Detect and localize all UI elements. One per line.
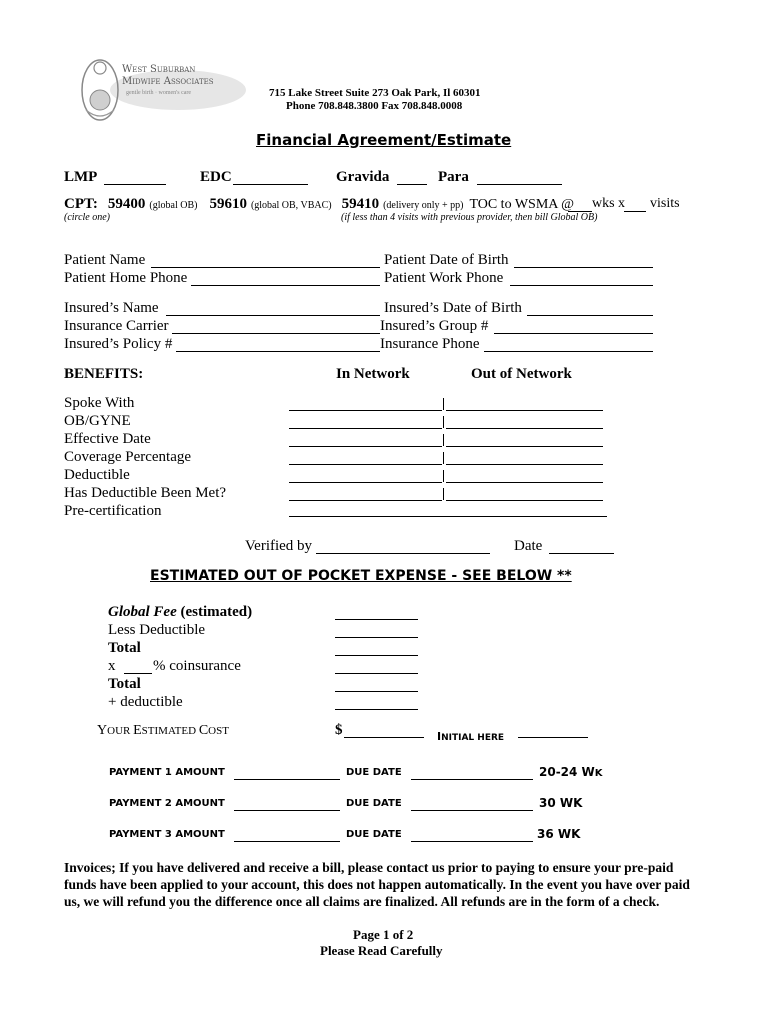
payment-2-due-label: DUE DATE (346, 798, 402, 809)
verified-by-field[interactable] (316, 539, 490, 554)
header-address: 715 Lake Street Suite 273 Oak Park, Il 60301 (269, 87, 481, 99)
midwife-logo-icon (78, 50, 248, 124)
page-number: Page 1 of 2 (353, 927, 414, 942)
benefit-row-label: Effective Date (64, 431, 151, 447)
insurance-carrier-label: Insurance Carrier (64, 318, 169, 334)
logo-line1: West Suburban (122, 64, 196, 75)
verified-date-field[interactable] (549, 539, 614, 554)
obgyne-in-network-field[interactable] (289, 414, 442, 429)
benefit-row-label: Has Deductible Been Met? (64, 485, 227, 501)
payment-2-amount-field[interactable] (234, 796, 340, 811)
coinsurance-field[interactable] (335, 659, 418, 674)
deductible-out-network-field[interactable] (446, 468, 603, 483)
effective-date-in-network-field[interactable] (289, 432, 442, 447)
column-divider (443, 434, 444, 446)
coinsurance-percent-field[interactable] (124, 659, 152, 674)
gravida-field[interactable] (397, 170, 427, 185)
cpt-code-59610-note: (global OB, VBAC) (250, 200, 332, 211)
cpt-code-59410[interactable]: 59410 (341, 196, 380, 212)
effective-date-out-network-field[interactable] (446, 432, 603, 447)
payment-3-due-label: DUE DATE (346, 829, 402, 840)
global-fee-field[interactable] (335, 605, 418, 620)
verified-by-label: Verified by (245, 538, 313, 554)
global-fee-title: Global Fee (108, 604, 177, 620)
wks-label: wks x (592, 196, 626, 211)
deductible-met-in-network-field[interactable] (289, 486, 442, 501)
deductible-in-network-field[interactable] (289, 468, 442, 483)
previous-provider-note: (if less than 4 visits with previous provider, then bill Global OB) (341, 212, 598, 223)
insured-policy-field[interactable] (176, 337, 380, 352)
your-estimated-cost-label: YOUR ESTIMATED COST (97, 723, 229, 738)
payment-3-amount-field[interactable] (234, 827, 340, 842)
deductible-met-out-network-field[interactable] (446, 486, 603, 501)
payment-1-due-field[interactable] (411, 765, 533, 780)
cpt-code-59610[interactable]: 59610 (209, 196, 247, 212)
payment-1-amount-field[interactable] (234, 765, 340, 780)
payment-1-due-label: DUE DATE (346, 767, 402, 778)
patient-work-phone-field[interactable] (510, 271, 653, 286)
obgyne-out-network-field[interactable] (446, 414, 603, 429)
verified-date-label: Date (514, 538, 543, 554)
patient-name-label: Patient Name (64, 252, 146, 268)
para-field[interactable] (477, 170, 562, 185)
benefit-row-label: Spoke With (64, 395, 135, 411)
payment-2-due-field[interactable] (411, 796, 533, 811)
benefit-row-label: OB/GYNE (64, 413, 131, 429)
insurance-carrier-field[interactable] (172, 319, 380, 334)
global-fee-estimated: (estimated) (180, 604, 253, 620)
logo (78, 50, 248, 124)
patient-dob-label: Patient Date of Birth (384, 252, 509, 268)
insured-group-field[interactable] (494, 319, 653, 334)
precertification-field[interactable] (289, 502, 607, 517)
payment-3-label: PAYMENT 3 AMOUNT (109, 829, 225, 840)
plus-deductible-label: + deductible (108, 694, 183, 710)
invoices-note: Invoices; If you have delivered and receive a bill, please contact us prior to paying to ensure your pre-paid funds have been applied to your account, this does not happen automatically. In the event you have over paid us, we will refund you the difference once all claims are finalized. All refunds are in the form of a check. (64, 860, 690, 909)
lmp-field[interactable] (104, 170, 166, 185)
column-divider (443, 452, 444, 464)
payment-2-label: PAYMENT 2 AMOUNT (109, 798, 225, 809)
insurance-phone-label: Insurance Phone (380, 336, 480, 352)
page-title: Financial Agreement/Estimate (256, 131, 512, 149)
read-carefully: Please Read Carefully (320, 943, 443, 958)
logo-tagline: gentle birth · women's care (126, 90, 192, 96)
coinsurance-x: x (108, 658, 116, 674)
in-network-heading: In Network (336, 366, 410, 382)
coverage-in-network-field[interactable] (289, 450, 442, 465)
less-deductible-field[interactable] (335, 623, 418, 638)
header-phone: Phone 708.848.3800 Fax 708.848.0008 (286, 100, 463, 112)
benefits-heading: BENEFITS: (64, 366, 144, 382)
toc-text: TOC to WSMA @ (469, 197, 574, 212)
visits-label: visits (650, 196, 680, 211)
initial-here-field[interactable] (518, 723, 588, 738)
payment-3-week: 36 WK (537, 827, 581, 841)
insured-dob-label: Insured’s Date of Birth (384, 300, 522, 316)
insured-name-label: Insured’s Name (64, 300, 159, 316)
payment-2-week: 30 WK (539, 796, 583, 810)
patient-work-phone-label: Patient Work Phone (384, 270, 504, 286)
patient-dob-field[interactable] (514, 253, 653, 268)
logo-line2: Midwife Associates (122, 76, 214, 87)
payment-3-due-field[interactable] (411, 827, 533, 842)
global-fee-label (108, 604, 252, 621)
edc-label: EDC (200, 169, 232, 185)
coverage-out-network-field[interactable] (446, 450, 603, 465)
benefit-row-label: Deductible (64, 467, 130, 483)
payment-1-week: 20-24 WK (539, 765, 603, 779)
out-network-heading: Out of Network (471, 366, 572, 382)
cpt-line (64, 195, 574, 213)
total2-label: Total (108, 676, 141, 692)
cpt-code-59400[interactable]: 59400 (107, 196, 146, 212)
benefit-row-label: Coverage Percentage (64, 449, 192, 465)
insured-dob-field[interactable] (527, 301, 653, 316)
total2-field[interactable] (335, 677, 418, 692)
edc-field[interactable] (233, 170, 308, 185)
cpt-code-59400-note: (global OB) (149, 200, 198, 211)
spoke-with-out-network-field[interactable] (446, 396, 603, 411)
cpt-code-59410-note: (delivery only + pp) (383, 200, 464, 211)
estimated-cost-field[interactable] (344, 723, 424, 738)
insured-name-field[interactable] (166, 301, 380, 316)
payment-1-label: PAYMENT 1 AMOUNT (109, 767, 225, 778)
cpt-label: CPT: (64, 196, 98, 212)
circle-one-note: (circle one) (64, 212, 110, 223)
column-divider (443, 488, 444, 500)
gravida-label: Gravida (336, 169, 390, 185)
coinsurance-label: % coinsurance (153, 658, 241, 674)
para-label: Para (438, 169, 469, 185)
patient-name-field[interactable] (151, 253, 380, 268)
patient-home-phone-field[interactable] (191, 271, 380, 286)
patient-home-phone-label: Patient Home Phone (64, 270, 188, 286)
less-deductible-label: Less Deductible (108, 622, 206, 638)
spoke-with-in-network-field[interactable] (289, 396, 442, 411)
estimate-heading: ESTIMATED OUT OF POCKET EXPENSE - SEE BELOW ** (150, 568, 572, 584)
plus-deductible-field[interactable] (335, 695, 418, 710)
insured-group-label: Insured’s Group # (380, 318, 489, 334)
toc-weeks-field[interactable] (568, 197, 592, 212)
dollar-sign: $ (335, 722, 343, 738)
insured-policy-label: Insured’s Policy # (64, 336, 173, 352)
benefit-row-label: Pre-certification (64, 503, 162, 519)
total1-field[interactable] (335, 641, 418, 656)
toc-visits-field[interactable] (624, 197, 646, 212)
insurance-phone-field[interactable] (484, 337, 653, 352)
initial-here-label: INITIAL HERE (437, 730, 505, 743)
column-divider (443, 416, 444, 428)
column-divider (443, 398, 444, 410)
lmp-label: LMP (64, 169, 98, 185)
column-divider (443, 470, 444, 482)
total1-label: Total (108, 640, 141, 656)
